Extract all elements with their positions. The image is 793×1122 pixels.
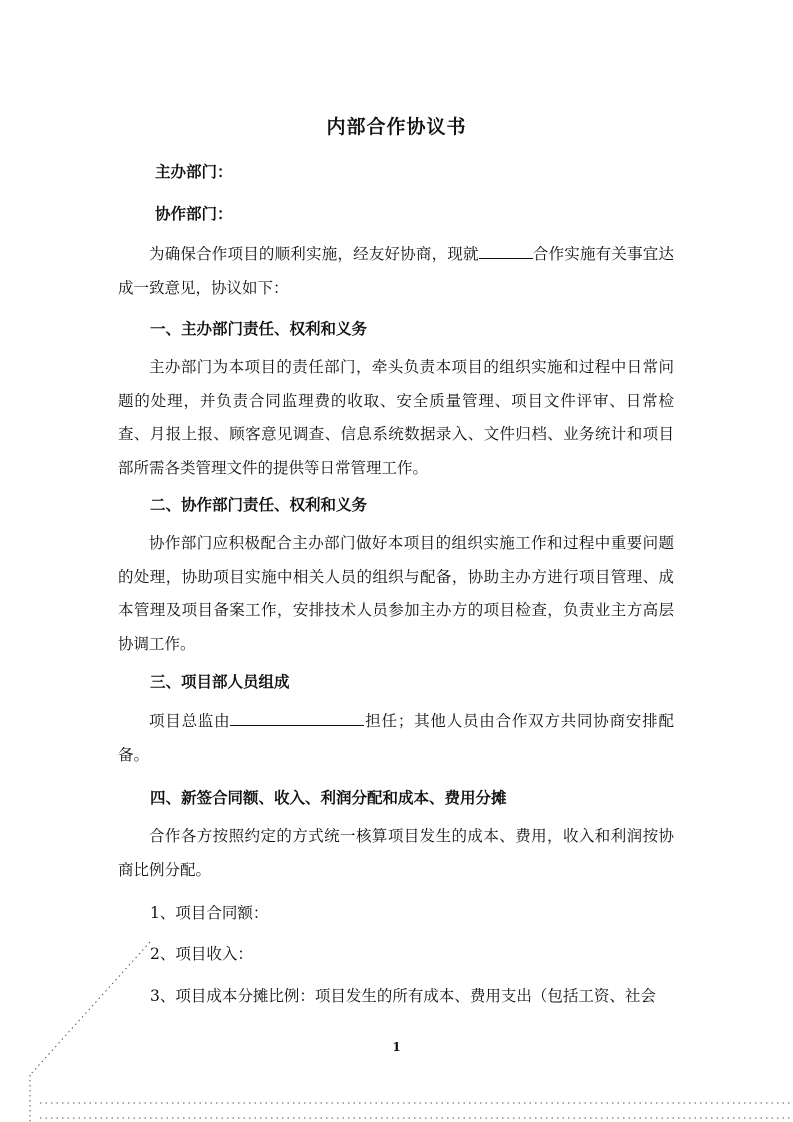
item-contract-amount: 1、项目合同额： <box>150 904 269 922</box>
section4-body: 合作各方按照约定的方式统一核算项目发生的成本、费用，收入和利润按协商比例分配。 <box>118 827 674 879</box>
lead-department-label: 主办部门： <box>155 162 233 181</box>
fold-diagonal-line <box>30 942 150 1075</box>
section3-text-before: 项目总监由 <box>149 712 231 730</box>
section4-heading: 四、新签合同额、收入、利润分配和成本、费用分摊 <box>150 788 507 807</box>
document-title: 内部合作协议书 <box>326 116 467 138</box>
section3-heading: 三、项目部人员组成 <box>150 672 290 691</box>
section1-body: 主办部门为本项目的责任部门，牵头负责本项目的组织实施和过程中日常问题的处理，并负责合同监理费的收取、安全质量管理、项目文件评审、日常检查、月报上报、顾客意见调查、信息系统数据录入、文件归档、业务统计和项目部所需各类管理文件的提供等日常管理工作。 <box>118 358 674 477</box>
intro-text-after: 合作实施有关事宜达成一致意见，协议如下： <box>118 245 674 297</box>
item-project-income: 2、项目收入： <box>150 945 253 963</box>
page-number: 1 <box>392 1040 401 1054</box>
item-cost-sharing: 3、项目成本分摊比例：项目发生的所有成本、费用支出（包括工资、社会 <box>150 987 656 1005</box>
section2-heading: 二、协作部门责任、权利和义务 <box>150 495 368 514</box>
cooperating-department-label: 协作部门： <box>155 204 233 223</box>
section1-heading: 一、主办部门责任、权利和义务 <box>150 319 368 338</box>
section2-body: 协作部门应积极配合主办部门做好本项目的组织实施工作和过程中重要问题的处理，协助项目实施中相关人员的组织与配备，协助主办方进行项目管理、成本管理及项目备案工作，安排技术人员参加主办方的项目检查，负责业主方高层协调工作。 <box>118 534 674 653</box>
intro-text-before: 为确保合作项目的顺利实施，经友好协商，现就 <box>149 245 479 263</box>
section3-text-after: 担任；其他人员由合作双方共同协商安排配备。 <box>118 712 674 764</box>
